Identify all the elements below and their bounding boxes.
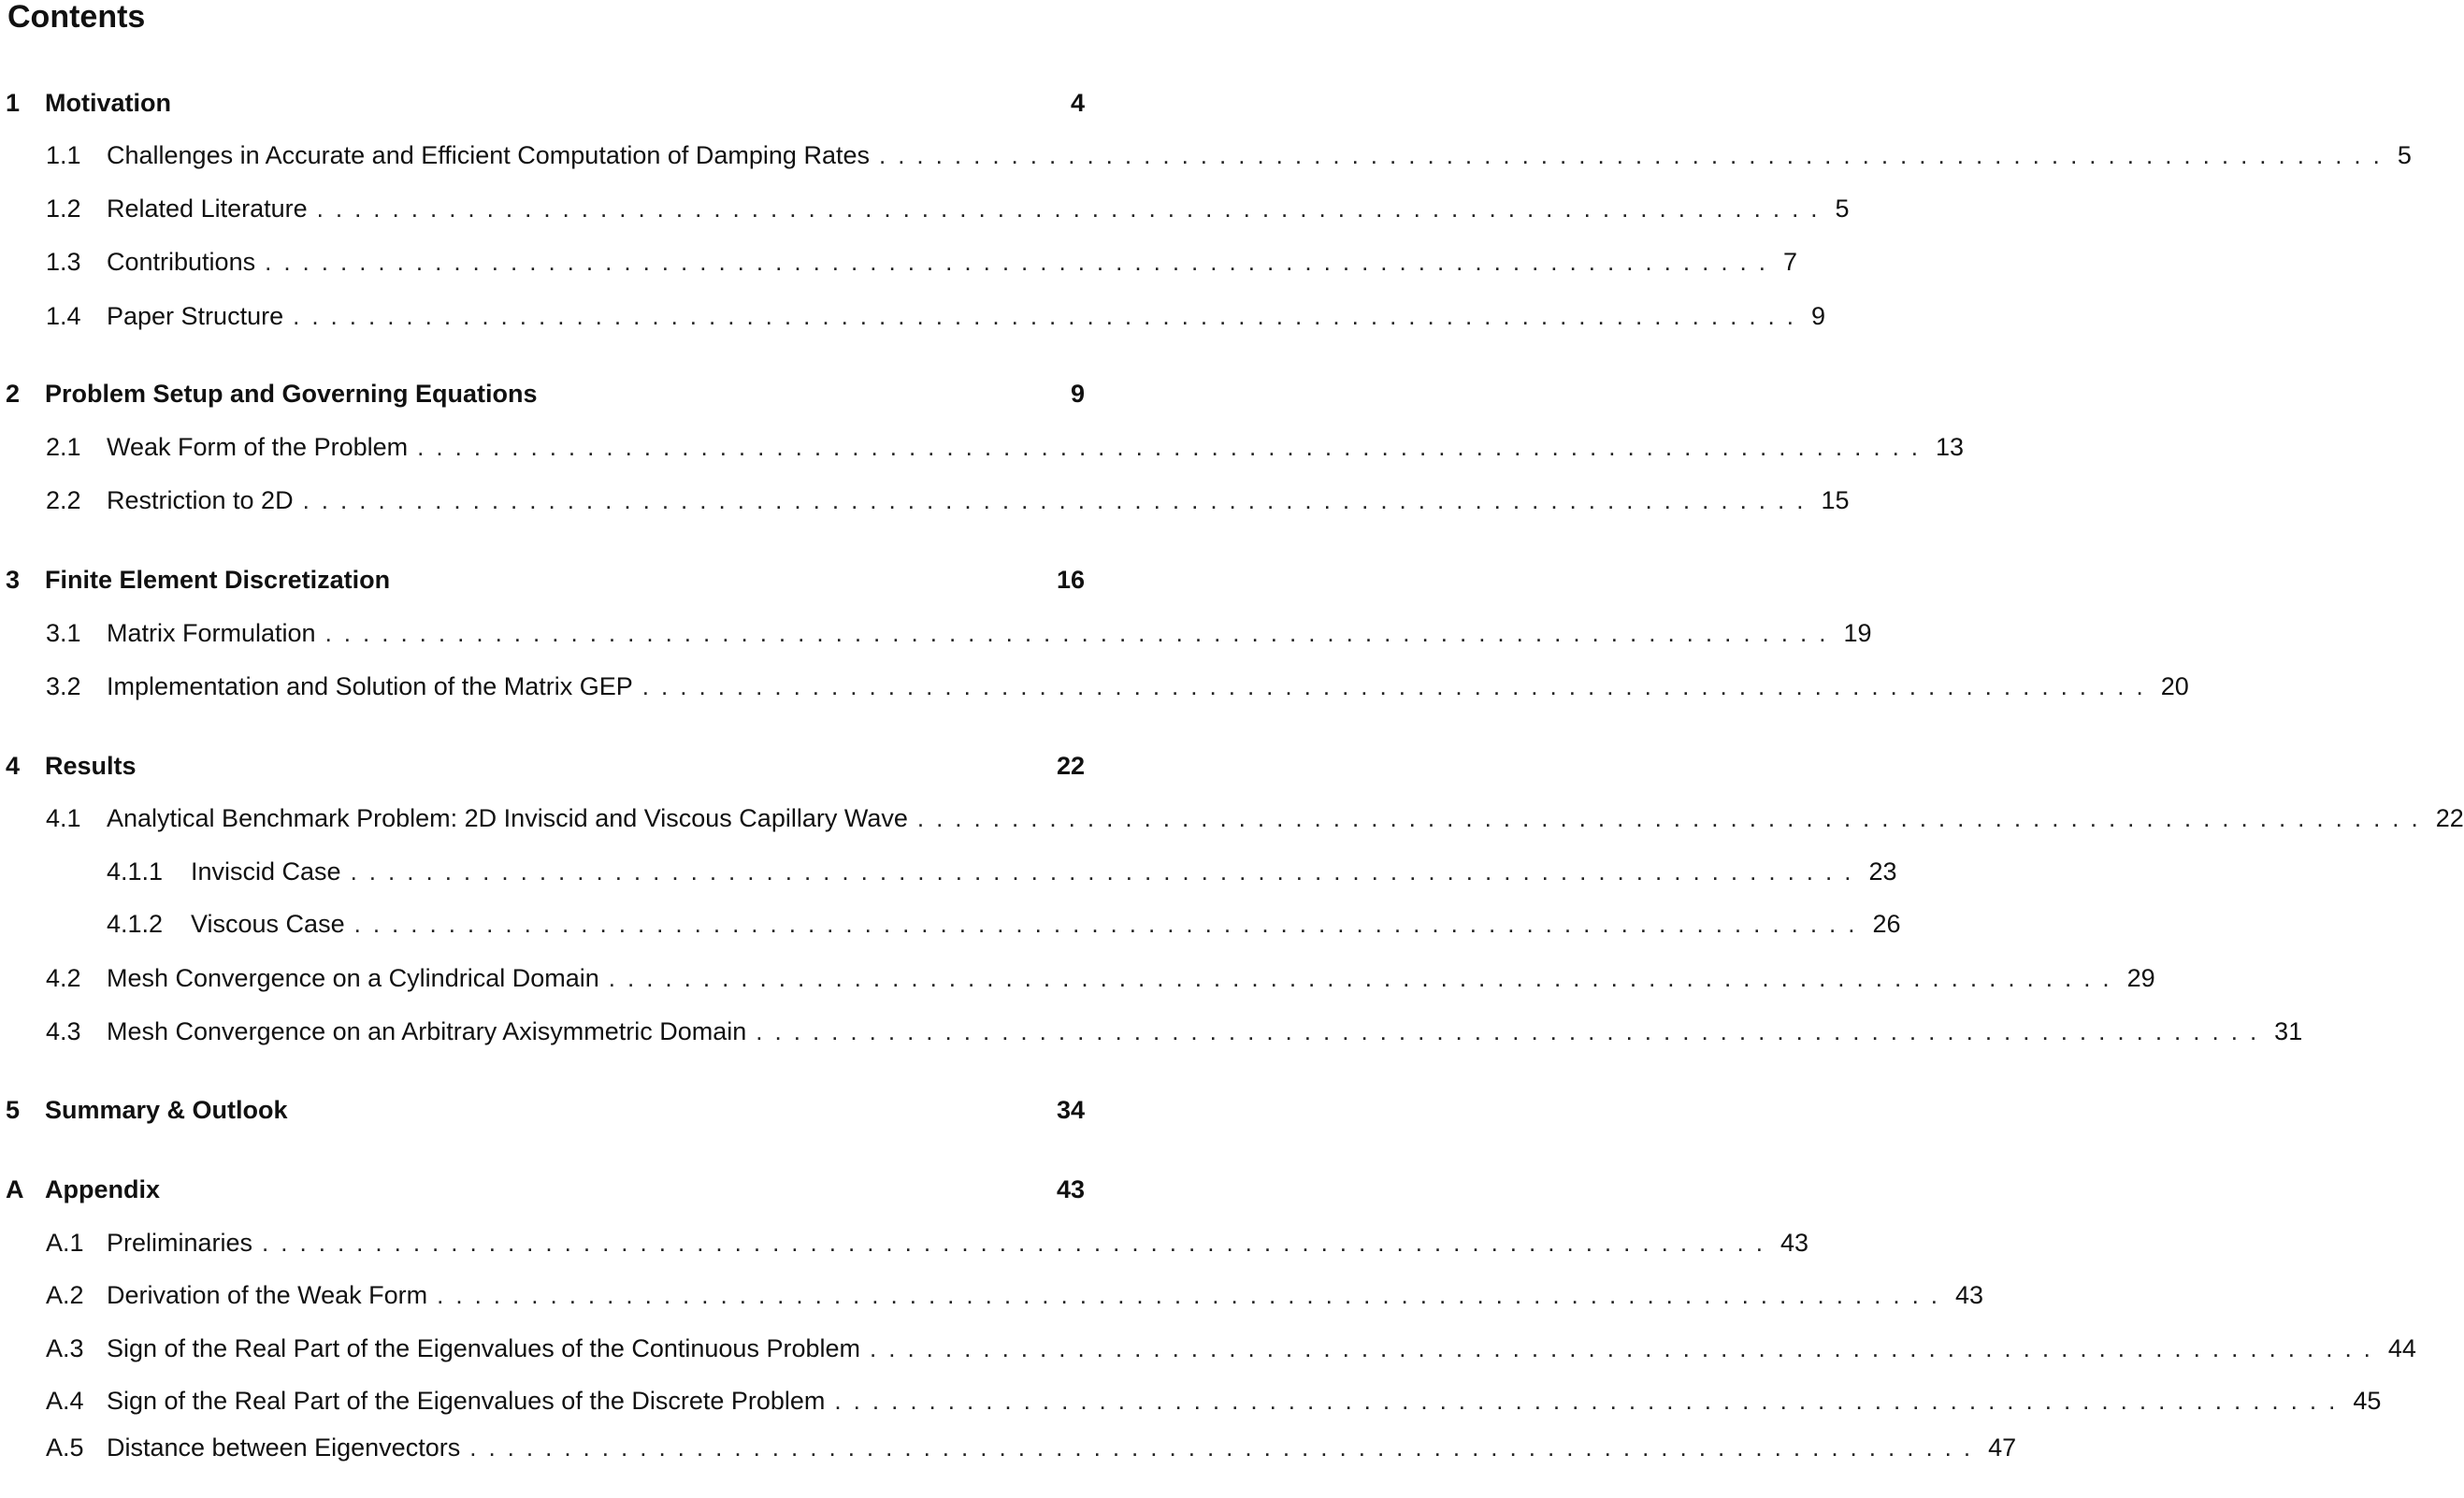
- toc-entry-1-4[interactable]: [0, 299, 1826, 333]
- toc-entry-number: 4.1.1: [107, 857, 164, 886]
- toc-entry-number: A.3: [46, 1333, 84, 1362]
- toc-entry-a-1[interactable]: [0, 1226, 1808, 1260]
- toc-entry-4-1[interactable]: [0, 801, 2464, 835]
- toc-entry-a-5[interactable]: [0, 1431, 2017, 1464]
- toc-entry-title: Problem Setup and Governing Equations: [45, 379, 538, 408]
- toc-leader-dots: ................................................................................: [293, 301, 1806, 330]
- toc-entry-number: 4.2: [46, 963, 81, 992]
- toc-entry-number: 3.1: [46, 618, 81, 647]
- toc-leader-dots: ................................................................................: [262, 1228, 1775, 1257]
- toc-leader-dots: ................................................................................: [353, 909, 1867, 938]
- toc-leader-dots: ................................................................................: [878, 140, 2392, 169]
- toc-entry-page: 9: [1070, 379, 1085, 408]
- toc-entry-title: Finite Element Discretization: [45, 565, 391, 594]
- toc-entry-page: 5: [2397, 140, 2412, 169]
- toc-entry-page: 43: [1955, 1280, 1984, 1309]
- toc-entry-number: 1.1: [46, 140, 81, 169]
- toc-entry-title: Inviscid Case: [191, 857, 341, 886]
- toc-leader-dots: ................................................................................: [870, 1333, 2383, 1362]
- toc-entry-title: Implementation and Solution of the Matrix GEP: [107, 671, 633, 700]
- toc-entry-title: Appendix: [45, 1174, 161, 1203]
- toc-entry-page: 16: [1056, 565, 1085, 594]
- toc-entry-page: 20: [2160, 671, 2189, 700]
- toc-entry-title: Viscous Case: [191, 909, 345, 938]
- toc-entry-2-2[interactable]: [0, 483, 1850, 517]
- toc-entry-page: 13: [1936, 432, 1965, 461]
- toc-entry-number: A.2: [46, 1280, 84, 1309]
- toc-entry-2[interactable]: [0, 377, 1085, 411]
- toc-entry-page: 26: [1872, 909, 1901, 938]
- toc-entry-title: Derivation of the Weak Form: [107, 1280, 428, 1309]
- toc-entry-title: Contributions: [107, 247, 256, 276]
- toc-entry-page: 19: [1843, 618, 1872, 647]
- toc-entry-number: A.4: [46, 1386, 84, 1415]
- contents-heading: Contents: [7, 0, 146, 35]
- toc-entry-number: 3: [6, 565, 21, 594]
- toc-entry-page: 15: [1821, 485, 1850, 514]
- toc-leader-dots: ................................................................................: [916, 803, 2430, 832]
- toc-leader-dots: ................................................................................: [316, 194, 1830, 223]
- toc-entry-number: 3.2: [46, 671, 81, 700]
- toc-entry-4-2[interactable]: [0, 961, 2155, 995]
- toc-entry-a-4[interactable]: [0, 1384, 2382, 1418]
- toc-entry-title: Restriction to 2D: [107, 485, 294, 514]
- toc-entry-page: 44: [2387, 1333, 2416, 1362]
- toc-leader-dots: ................................................................................: [834, 1386, 2348, 1415]
- toc-entry-title: Distance between Eigenvectors: [107, 1433, 461, 1462]
- toc-leader-dots: ................................................................................: [608, 963, 2122, 992]
- toc-leader-dots: ................................................................................: [641, 671, 2155, 700]
- toc-leader-dots: ................................................................................: [437, 1280, 1951, 1309]
- toc-entry-number: 1: [6, 88, 21, 117]
- toc-entry-number: 4.3: [46, 1016, 81, 1045]
- toc-entry-title: Paper Structure: [107, 301, 284, 330]
- toc-entry-number: 1.3: [46, 247, 81, 276]
- toc-entry-title: Sign of the Real Part of the Eigenvalues of the Continuous Problem: [107, 1333, 860, 1362]
- toc-entry-1-1[interactable]: [0, 138, 2412, 172]
- toc-entry-title: Weak Form of the Problem: [107, 432, 409, 461]
- toc-entry-page: 22: [2435, 803, 2464, 832]
- toc-entry-page: 22: [1056, 751, 1085, 780]
- toc-entry-page: 43: [1056, 1174, 1085, 1203]
- toc-leader-dots: ................................................................................: [469, 1433, 1983, 1462]
- toc-leader-dots: ................................................................................: [324, 618, 1838, 647]
- toc-entry-number: A.5: [46, 1433, 84, 1462]
- toc-entry-number: 2.1: [46, 432, 81, 461]
- toc-leader-dots: ................................................................................: [417, 432, 1931, 461]
- toc-entry-number: 1.4: [46, 301, 81, 330]
- toc-entry-number: 4: [6, 751, 21, 780]
- toc-entry-a[interactable]: [0, 1173, 1085, 1206]
- toc-entry-1-2[interactable]: [0, 192, 1850, 225]
- toc-entry-title: Motivation: [45, 88, 171, 117]
- toc-entry-a-2[interactable]: [0, 1278, 1984, 1312]
- toc-entry-number: 4.1.2: [107, 909, 164, 938]
- toc-entry-1-3[interactable]: [0, 245, 1798, 279]
- toc-leader-dots: ................................................................................: [350, 857, 1864, 886]
- toc-entry-number: 4.1: [46, 803, 81, 832]
- toc-entry-title: Results: [45, 751, 137, 780]
- toc-entry-page: 47: [1988, 1433, 2017, 1462]
- toc-entry-page: 45: [2353, 1386, 2382, 1415]
- toc-entry-4-3[interactable]: [0, 1015, 2303, 1048]
- toc-entry-title: Sign of the Real Part of the Eigenvalues of the Discrete Problem: [107, 1386, 826, 1415]
- toc-entry-page: 4: [1070, 88, 1085, 117]
- toc-entry-1[interactable]: [0, 86, 1085, 120]
- toc-entry-page: 34: [1056, 1095, 1085, 1124]
- toc-entry-page: 31: [2274, 1016, 2303, 1045]
- toc-entry-title: Analytical Benchmark Problem: 2D Inviscid and Viscous Capillary Wave: [107, 803, 908, 832]
- toc-entry-3-1[interactable]: [0, 616, 1872, 650]
- toc-entry-page: 43: [1780, 1228, 1808, 1257]
- toc-entry-page: 5: [1835, 194, 1850, 223]
- toc-entry-title: Challenges in Accurate and Efficient Computation of Damping Rates: [107, 140, 870, 169]
- toc-entry-page: 29: [2126, 963, 2155, 992]
- toc-entry-4[interactable]: [0, 749, 1085, 783]
- toc-entry-title: Mesh Convergence on a Cylindrical Domain: [107, 963, 599, 992]
- toc-entry-number: A: [6, 1174, 24, 1203]
- toc-entry-page: 23: [1868, 857, 1897, 886]
- toc-entry-4-1-1[interactable]: [0, 855, 1897, 888]
- toc-entry-number: A.1: [46, 1228, 84, 1257]
- toc-entry-4-1-2[interactable]: [0, 907, 1901, 941]
- toc-entry-title: Related Literature: [107, 194, 308, 223]
- toc-entry-number: 2: [6, 379, 21, 408]
- toc-entry-title: Mesh Convergence on an Arbitrary Axisymmetric Domain: [107, 1016, 747, 1045]
- toc-entry-3[interactable]: [0, 563, 1085, 597]
- toc-entry-title: Preliminaries: [107, 1228, 253, 1257]
- toc-entry-page: 7: [1782, 247, 1798, 276]
- toc-entry-number: 5: [6, 1095, 21, 1124]
- toc-entry-2-1[interactable]: [0, 430, 1965, 464]
- toc-leader-dots: ................................................................................: [756, 1016, 2269, 1045]
- toc-entry-title: Matrix Formulation: [107, 618, 316, 647]
- toc-entry-number: 2.2: [46, 485, 81, 514]
- toc-leader-dots: ................................................................................: [302, 485, 1816, 514]
- toc-leader-dots: ................................................................................: [265, 247, 1778, 276]
- toc-entry-page: 9: [1810, 301, 1826, 330]
- toc-entry-3-2[interactable]: [0, 670, 2189, 703]
- toc-entry-title: Summary & Outlook: [45, 1095, 288, 1124]
- toc-entry-number: 1.2: [46, 194, 81, 223]
- toc-entry-a-3[interactable]: [0, 1332, 2416, 1365]
- toc-entry-5[interactable]: [0, 1093, 1085, 1127]
